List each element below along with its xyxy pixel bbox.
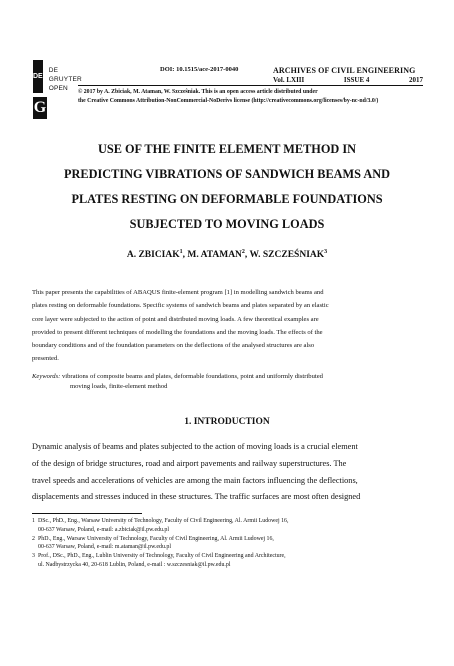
footnote-text: Prof., DSc., PhD., Eng., Lublin University of Technology, Faculty of Civil Engineering and Architecture,: [38, 553, 286, 560]
logo-box: [33, 60, 43, 93]
volume: Vol. LXIII: [273, 76, 305, 84]
volume-row: [273, 76, 423, 84]
footnote-number: 3: [32, 553, 35, 560]
section-heading: 1. INTRODUCTION: [184, 417, 270, 427]
logo-box-letters: DE: [33, 73, 43, 80]
footnote-text: PhD., Eng., Warsaw University of Technology, Faculty of Civil Engineering, Al. Armii Ludowej 16,: [38, 535, 274, 542]
abstract-line: core layer were subjected to the action of point and distributed moving loads. A few theoretical examples are: [32, 315, 319, 323]
title-line: PLATES RESTING ON DEFORMABLE FOUNDATIONS: [71, 192, 383, 206]
copyright-notice: [78, 88, 428, 105]
header-divider: [78, 85, 423, 86]
year: 2017: [409, 76, 423, 84]
abstract-line: plates resting on deformable foundations. Specific systems of sandwich beams and plates separated by an elastic: [32, 302, 329, 310]
abstract-line: provided to present different techniques of modelling the foundations and the moving loads. The effects of the: [32, 328, 323, 336]
footnote-text: DSc., PhD., Eng., Warsaw University of Technology, Faculty of Civil Engineering, Al. Armii Ludowej 16,: [38, 518, 289, 524]
keywords-label: Keywords:: [32, 373, 61, 380]
title-line: SUBJECTED TO MOVING LOADS: [129, 217, 325, 231]
footnote-text-continued: ul. Nadbystrzycka 40, 20-618 Lublin, Poland, e-mail : w.szczesniak@il.pw.edu.pl: [38, 561, 231, 568]
footnote-number: 2: [32, 535, 35, 542]
abstract: [32, 286, 421, 366]
publisher-logo: [33, 60, 82, 119]
footnote-text-continued: 00-637 Warsaw, Poland, e-mail: m.ataman@il.pw.edu.pl: [38, 544, 171, 551]
license-line[interactable]: the Creative Commons Attribution-NonCommercial-NoDerivs license (http://creativecommons.org/licenses/by-nc-nd/3.0/): [78, 97, 379, 104]
keywords-text-continued: moving loads, finite-element method: [70, 382, 168, 390]
title-line: PREDICTING VIBRATIONS OF SANDWICH BEAMS AND: [63, 167, 391, 181]
body-text: [32, 439, 421, 506]
footnote-text-continued: 00-637 Warsaw, Poland, e-mail: a.zbiciak@il.pw.edu.pl: [38, 526, 170, 533]
title-line: USE OF THE FINITE ELEMENT METHOD IN: [97, 142, 357, 156]
author-name: A. ZBICIAK: [126, 250, 180, 261]
author-list: A. ZBICIAK$^1$, M. ATAMAN$^2$, W. SZCZEŚNIAK$^3$: [126, 249, 328, 261]
footnote-divider: [32, 513, 142, 514]
keywords: [32, 372, 421, 391]
author-affiliation-mark: 2: [241, 249, 245, 255]
abstract-line: presented.: [32, 355, 59, 363]
publisher-subname: OPEN: [48, 85, 68, 92]
doi[interactable]: DOI: 10.1515/ace-2017-0040: [160, 66, 239, 73]
body-line: travel speeds and accelerations of vehicles are among the main factors influencing the deflections,: [32, 475, 358, 485]
copyright-line: © 2017 by A. Zbiciak, M. Ataman, W. Szczeŝniak. This is an open access article distributed under: [78, 89, 318, 95]
footnotes: [32, 517, 421, 570]
issue: ISSUE 4: [343, 76, 370, 84]
keywords-text: vibrations of composite beams and plates, deformable foundations, point and uniformly distributed: [61, 373, 323, 380]
footnote: [32, 535, 421, 544]
author-affiliation-mark: 3: [324, 249, 328, 255]
paper-title: [30, 137, 424, 237]
body-line: Dynamic analysis of beams and plates subjected to the action of moving loads is a crucial element: [32, 442, 358, 451]
author-affiliation-mark: 1: [179, 249, 183, 255]
author-name: W. SZCZEŚNIAK: [249, 250, 325, 261]
abstract-line: boundary conditions and of the foundation parameters on the deflections of the analysed structures are also: [32, 342, 315, 350]
footnote-number: 1: [32, 518, 35, 524]
journal-name: ARCHIVES OF CIVIL ENGINEERING: [273, 66, 416, 75]
publisher-name: DE GRUYTER: [48, 67, 82, 83]
abstract-line: This paper presents the capabilities of ABAQUS finite-element program [1] in modelling sandwich beams and: [32, 289, 324, 296]
logo-text: [49, 66, 82, 93]
logo-g-mark: G: [33, 97, 47, 119]
body-line: of the design of bridge structures, road and airport pavements and railway superstructures. The: [32, 458, 347, 468]
footnote: [32, 517, 421, 526]
author-name: M. ATAMAN: [187, 250, 242, 261]
footnote: [32, 552, 421, 561]
body-line: displacements and stresses induced in these structures. The traffic surfaces are most often designed: [32, 492, 361, 502]
